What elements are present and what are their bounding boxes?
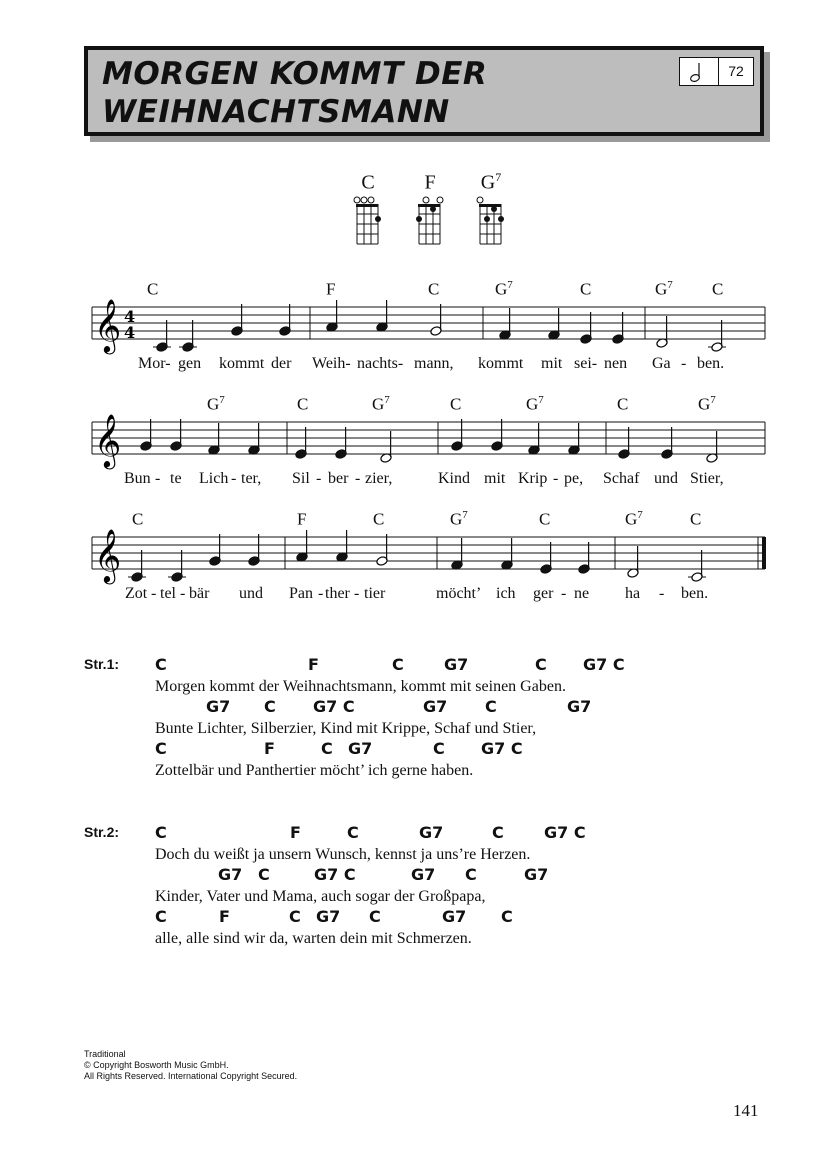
lyric-syllable: gen [178,355,202,372]
lyric-syllable: ha [625,585,641,602]
lyric-hyphen: - [180,585,186,602]
lyric-hyphen: - [316,470,322,487]
sheet-chord: C [450,394,462,414]
sheet-chord: C [297,394,309,414]
verse-chord: G7 [419,823,444,842]
sheet-chord: C [712,279,724,299]
lyric-syllable: mit [484,470,506,487]
sheet-chord: $G^7$ [372,394,390,414]
verse-chord: C [289,907,301,926]
lyric-syllable: kommt [478,355,524,372]
verse-chord: C [155,907,167,926]
chord-diagram-name: C [361,171,375,194]
lyric-syllable: ger [533,585,554,602]
lyric-syllable: und [654,470,678,487]
verse-lyric-line: Zottelbär und Panthertier möcht’ ich gerne haben. [155,762,474,779]
verse-label: Str.2: [84,824,120,840]
sheet-chord: $G^7$ [207,394,225,414]
lyric-syllable: ther [325,585,350,602]
lyric-syllable: bär [189,585,210,602]
sheet-chord: C [580,279,592,299]
chord-diagram-name: F [424,171,436,194]
sheet-chord: C [539,509,551,529]
sheet-chord: F [297,509,307,529]
verse-chord: C [258,865,270,884]
verse-chord: G7 [316,907,341,926]
lyric-hyphen: - [681,355,687,372]
lyric-syllable: ich [496,585,516,602]
lyric-syllable: nen [604,355,628,372]
verse-chord: C [155,655,167,674]
lyric-syllable: der [271,355,292,372]
song-title-line-1: MORGEN KOMMT DER [102,56,488,92]
lyric-syllable: Weih- [312,355,351,372]
verse-chord: F [264,739,275,758]
verse-chord: C [347,823,359,842]
lyric-syllable: möcht’ [436,585,482,602]
sheet-chord: $G^7$ [698,394,716,414]
verse-chord: C [501,907,513,926]
lyric-hyphen: - [151,585,157,602]
verse-chord: C [321,739,333,758]
verse-chord: G7 C [583,655,625,674]
credit-line: All Rights Reserved. International Copyright Secured. [84,1071,298,1081]
verse-chord: G7 C [314,865,356,884]
lyric-syllable: kommt [219,355,265,372]
lyric-syllable: sei- [574,355,598,372]
lyric-syllable: zier, [365,470,393,487]
lyric-hyphen: - [561,585,567,602]
lyric-syllable: ter, [241,470,262,487]
verse-lyric-line: Doch du weißt ja unsern Wunsch, kennst ja uns’re Herzen. [155,846,531,863]
sheet-chord: C [147,279,159,299]
lyric-syllable: ber [328,470,349,487]
time-signature-bottom: 4 [124,323,136,342]
lyric-hyphen: - [231,470,237,487]
verse-lyric-line: alle, alle sind wir da, warten dein mit Schmerzen. [155,930,472,947]
lyric-syllable: ne [574,585,590,602]
lyric-hyphen: - [318,585,324,602]
verse-chord: F [290,823,301,842]
lyric-syllable: Sil [292,470,310,487]
lyric-syllable: Krip [518,470,548,487]
sheet-chord: $G^7$ [625,509,643,529]
lyric-hyphen: - [354,585,360,602]
lyric-syllable: Stier, [690,470,724,487]
verse-chord: G7 [423,697,448,716]
lyric-syllable: ben. [681,585,709,602]
chord-diagram-name: $G^7$ [480,170,502,194]
verse-chord: F [308,655,319,674]
credit-line: Traditional [84,1049,126,1059]
treble-clef-icon: 𝄞 [94,298,122,352]
treble-clef-icon: 𝄞 [94,413,122,467]
lyric-syllable: Mor- [138,355,171,372]
credit-line: © Copyright Bosworth Music GmbH. [84,1060,229,1070]
song-title-line-2: WEIHNACHTSMANN [102,94,450,130]
copyright-credits [84,1049,297,1082]
verse-chord: G7 C [481,739,523,758]
verse-lyric-line: Morgen kommt der Weihnachtsmann, kommt mit seinen Gaben. [155,678,566,695]
verse-chord: C [264,697,276,716]
verse-chord: C [465,865,477,884]
lyric-syllable: tel [160,585,176,602]
verse-chord: G7 C [313,697,355,716]
verse-chord: C [155,823,167,842]
sheet-chord: F [326,279,336,299]
verse-lyric-line: Bunte Lichter, Silberzier, Kind mit Krippe, Schaf und Stier, [155,720,537,737]
verse-chord: G7 [411,865,436,884]
verse-chord: G7 [442,907,467,926]
verse-chord: C [485,697,497,716]
verse-chord: G7 [444,655,469,674]
sheet-chord: C [690,509,702,529]
lyric-hyphen: - [355,470,361,487]
verse-chord: C [392,655,404,674]
sheet-chord: C [617,394,629,414]
lyric-syllable: mit [541,355,563,372]
verse-chord: C [369,907,381,926]
sheet-chord: C [428,279,440,299]
verse-chord: C [492,823,504,842]
verse-chord: G7 [348,739,373,758]
verse-chord: F [219,907,230,926]
page-number: 141 [733,1101,759,1120]
lyric-syllable: tier [364,585,386,602]
verse-chord: G7 [218,865,243,884]
sheet-chord: $G^7$ [526,394,544,414]
lyric-hyphen: - [659,585,665,602]
sheet-chord: C [132,509,144,529]
tempo-value: 72 [728,63,744,79]
verse-chord: G7 [567,697,592,716]
lyric-syllable: Ga [652,355,671,372]
verse-chord: C [155,739,167,758]
verse-chord: C [535,655,547,674]
final-bar-thick [762,537,766,569]
verse-label: Str.1: [84,656,120,672]
sheet-chord: $G^7$ [655,279,673,299]
verse-chord: C [433,739,445,758]
sheet-chord: $G^7$ [450,509,468,529]
verse-chord: G7 [524,865,549,884]
lyric-syllable: Lich [199,470,229,487]
lyric-hyphen: - [553,470,559,487]
lyric-syllable: Pan [289,585,313,602]
lyric-syllable: Zot [125,585,148,602]
lyric-syllable: ben. [697,355,725,372]
verse-chord: G7 [206,697,231,716]
time-signature-top: 4 [124,307,136,326]
verse-lyric-line: Kinder, Vater und Mama, auch sogar der Großpapa, [155,888,486,905]
lyric-syllable: nachts- [357,355,404,372]
sheet-chord: C [373,509,385,529]
lyric-syllable: Kind [438,470,470,487]
treble-clef-icon: 𝄞 [94,528,122,582]
lyric-syllable: te [170,470,182,487]
sheet-chord: $G^7$ [495,279,513,299]
lyric-syllable: pe, [564,470,584,487]
verse-chord: G7 C [544,823,586,842]
lyric-syllable: mann, [414,355,454,372]
lyric-syllable: und [239,585,263,602]
lyric-hyphen: - [155,470,161,487]
lyric-syllable: Schaf [603,470,640,487]
lyric-syllable: Bun [124,470,151,487]
